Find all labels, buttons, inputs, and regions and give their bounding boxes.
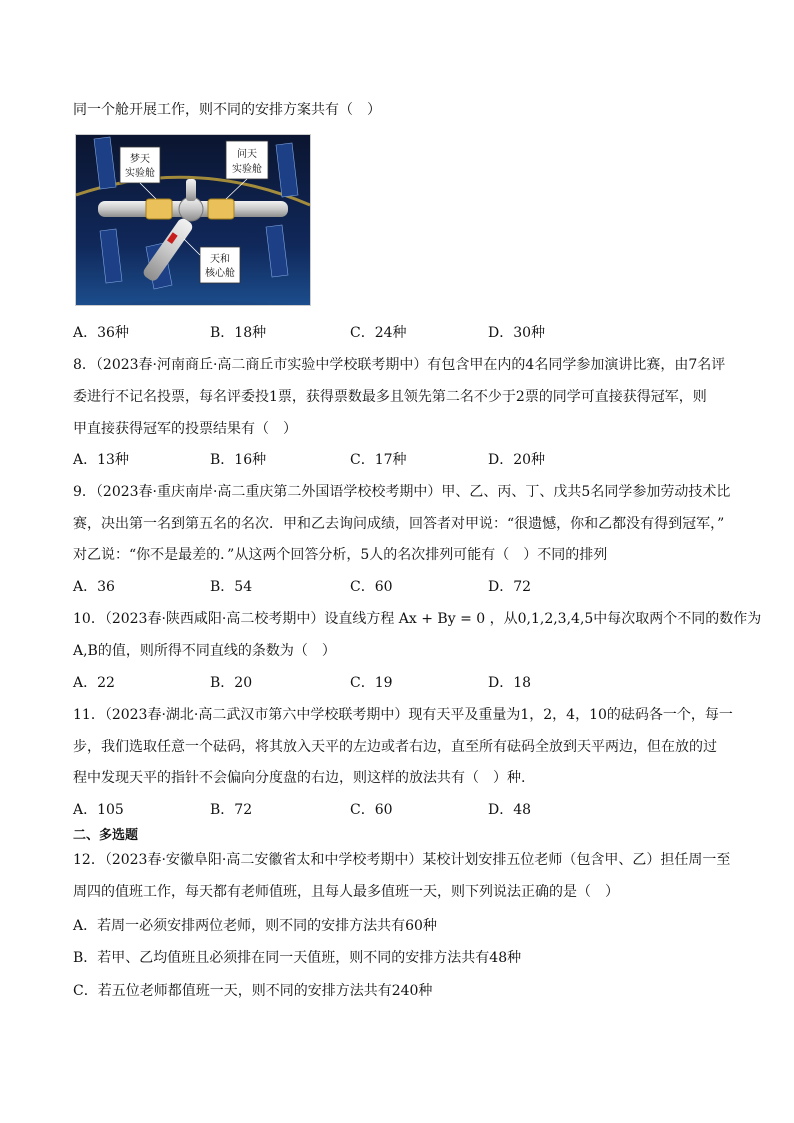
q10-line-2: A,B的值，则所得不同直线的条数为（ ） bbox=[73, 643, 336, 659]
q8-option-c: C．17种 bbox=[350, 452, 407, 468]
q10-line-1: 10．（2023春·陕西咸阳·高二校考期中）设直线方程 Ax + By = 0 ，从0,1,2,3,4,5中每次取两个不同的数作为 bbox=[73, 611, 762, 627]
q8-line-3: 甲直接获得冠军的投票结果有（ ） bbox=[73, 421, 297, 437]
q12-option-a: A．若周一必须安排两位老师，则不同的安排方法共有60种 bbox=[73, 918, 437, 934]
svg-text:问天: 问天 bbox=[237, 149, 257, 160]
q9-option-a: A．36 bbox=[73, 579, 115, 595]
q8-option-b: B．16种 bbox=[210, 452, 267, 468]
section-heading-multi-choice: 二、多选题 bbox=[73, 828, 139, 843]
q8-line-2: 委进行不记名投票，每名评委投1票，获得票数最多且领先第二名不少于2票的同学可直接获得冠军，则 bbox=[73, 389, 707, 405]
q9-line-1: 9．（2023春·重庆南岸·高二重庆第二外国语学校校考期中）甲、乙、丙、丁、戊共5名同学参加劳动技术比 bbox=[73, 484, 731, 500]
q7-option-d: D．30种 bbox=[488, 325, 546, 341]
q9-option-b: B．54 bbox=[210, 579, 253, 595]
svg-text:核心舱: 核心舱 bbox=[205, 268, 235, 279]
q11-line-3: 程中发现天平的指针不会偏向分度盘的右边，则这样的放法共有（ ）种. bbox=[73, 770, 526, 786]
q12-option-c: C．若五位老师都值班一天，则不同的安排方法共有240种 bbox=[73, 983, 433, 999]
q11-option-a: A．105 bbox=[73, 802, 124, 818]
q7-option-b: B．18种 bbox=[210, 325, 267, 341]
q11-option-d: D．48 bbox=[488, 802, 532, 818]
q11-option-c: C．60 bbox=[350, 802, 393, 818]
q12-line-2: 周四的值班工作，每天都有老师值班，且每人最多值班一天，则下列说法正确的是（ ） bbox=[73, 884, 619, 900]
q7-tail-text: 同一个舱开展工作，则不同的安排方案共有（ ） bbox=[73, 102, 381, 118]
q7-option-c: C．24种 bbox=[350, 325, 407, 341]
q11-line-2: 步，我们选取任意一个砝码，将其放入天平的左边或者右边，直至所有砝码全放到天平两边，但在放的过 bbox=[73, 739, 717, 755]
q9-option-c: C．60 bbox=[350, 579, 393, 595]
q12-line-1: 12．（2023春·安徽阜阳·高二安徽省太和中学校考期中）某校计划安排五位老师（包含甲、乙）担任周一至 bbox=[73, 852, 731, 868]
q7-option-a: A．36种 bbox=[73, 325, 129, 341]
space-station-figure bbox=[75, 134, 311, 306]
q10-option-b: B．20 bbox=[210, 675, 253, 691]
svg-text:天和: 天和 bbox=[210, 254, 230, 265]
q10-option-d: D．18 bbox=[488, 675, 532, 691]
svg-text:实验舱: 实验舱 bbox=[125, 168, 155, 179]
q11-line-1: 11．（2023春·湖北·高二武汉市第六中学校联考期中）现有天平及重量为1，2，4，10的砝码各一个，每一 bbox=[73, 707, 733, 723]
q9-option-d: D．72 bbox=[488, 579, 532, 595]
q8-line-1: 8．（2023春·河南商丘·高二商丘市实验中学校联考期中）有包含甲在内的4名同学参加演讲比赛，由7名评 bbox=[73, 357, 726, 373]
q9-line-3: 对乙说：“你不是最差的．”从这两个回答分析，5人的名次排列可能有（ ）不同的排列 bbox=[73, 547, 608, 563]
space-station-illustration bbox=[76, 135, 310, 305]
q10-option-c: C．19 bbox=[350, 675, 393, 691]
svg-text:梦天: 梦天 bbox=[130, 154, 150, 165]
q12-option-b: B．若甲、乙均值班且必须排在同一天值班，则不同的安排方法共有48种 bbox=[73, 950, 522, 966]
q11-option-b: B．72 bbox=[210, 802, 253, 818]
q8-option-a: A．13种 bbox=[73, 452, 129, 468]
q9-line-2: 赛，决出第一名到第五名的名次．甲和乙去询问成绩，回答者对甲说：“很遗憾，你和乙都没有得到冠军，” bbox=[73, 516, 725, 532]
svg-text:实验舱: 实验舱 bbox=[232, 164, 262, 175]
q10-option-a: A．22 bbox=[73, 675, 115, 691]
q8-option-d: D．20种 bbox=[488, 452, 546, 468]
